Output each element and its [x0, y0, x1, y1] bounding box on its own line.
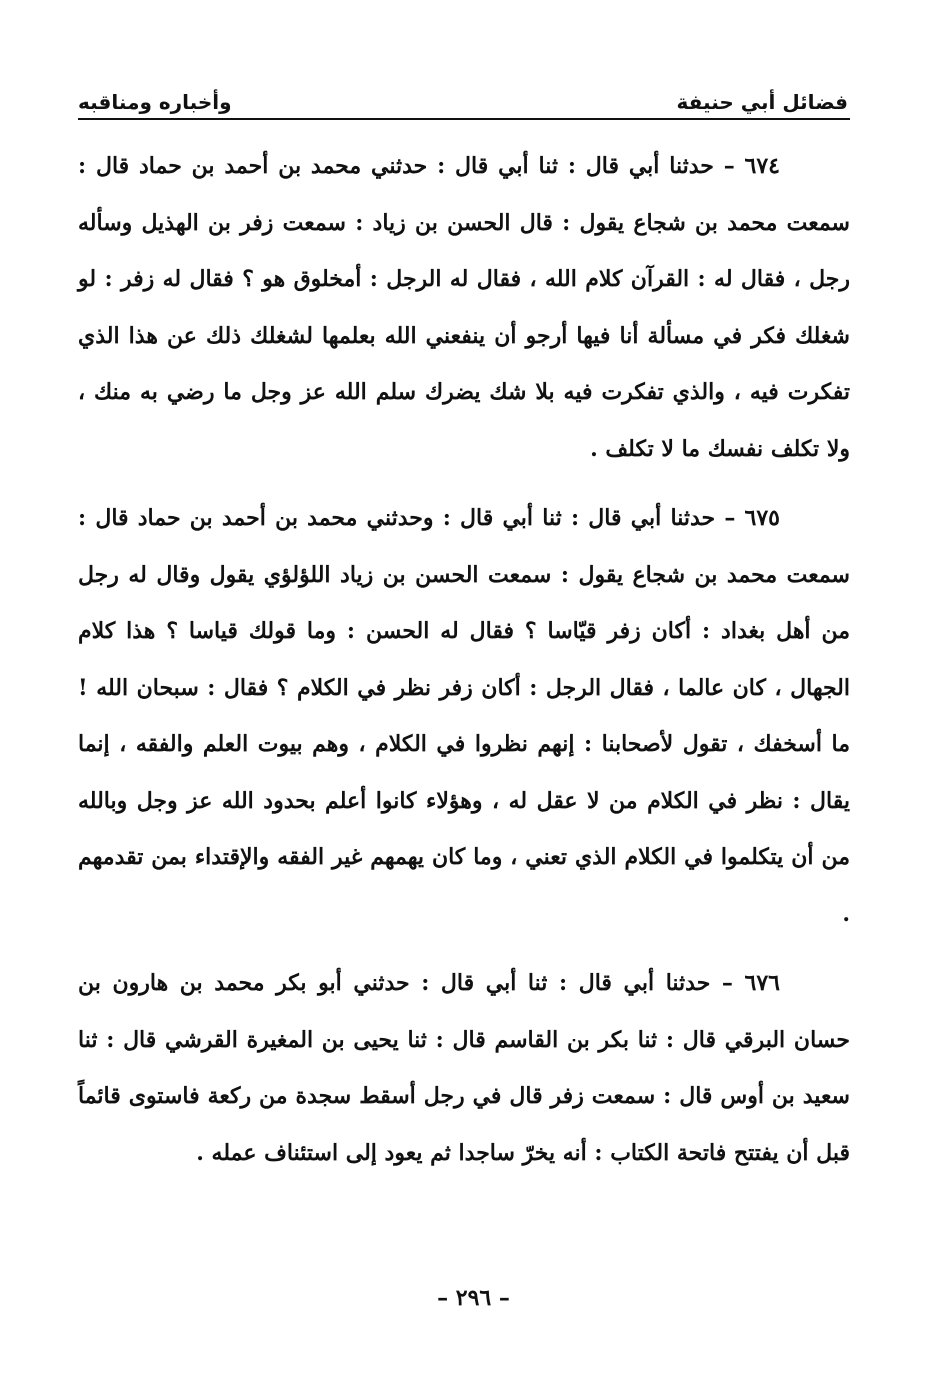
hadith-number: ٦٧٤ — [744, 153, 780, 179]
page-number: – ٢٩٦ – — [437, 1285, 510, 1311]
paragraph-text: – حدثنا أبي قال : ثنا أبي قال : حدثني محمد بن أحمد بن حماد قال : سمعت محمد بن شجاع يقول : قال الحسن بن زياد : سمعت زفر بن الهذيل وسأله رجل ، فقال له : القرآن كلام الله ، فقال له الرجل : أمخلوق هو ؟ فقال له زفر : لو شغلك فكر في مسألة أنا فيها أرجو أن ينفعني الله بعلمها لشغلك ذلك عن هذا الذي تفكرت فيه ، والذي تفكرت فيه بلا شك يضرك سلم الله عز وجل ما رضي به منك ، ولا تكلف نفسك ما لا تكلف . — [78, 153, 850, 462]
paragraph-675 — [78, 490, 850, 942]
running-header — [78, 84, 848, 114]
paragraph-text: – حدثنا أبي قال : ثنا أبي قال : حدثني أبو بكر محمد بن هارون بن حسان البرقي قال : ثنا بكر بن القاسم قال : ثنا يحيى بن المغيرة القرشي قال : ثنا سعيد بن أوس قال : سمعت زفر قال في رجل أسقط سجدة من ركعة فاستوى قائماً قبل أن يفتتح فاتحة الكتاب : أنه يخرّ ساجدا ثم يعود إلى استئناف عمله . — [78, 970, 850, 1166]
paragraph-676 — [78, 955, 850, 1181]
page-body — [78, 138, 850, 1194]
paragraph-text: – حدثنا أبي قال : ثنا أبي قال : وحدثني محمد بن أحمد بن حماد قال : سمعت محمد بن شجاع يقول : سمعت الحسن بن زياد اللؤلؤي يقول وقال له رجل من أهل بغداد : أكان زفر قيّاسا ؟ فقال له الحسن : وما قولك قياسا ؟ هذا كلام الجهال ، كان عالما ، فقال الرجل : أكان زفر نظر في الكلام ؟ فقال : سبحان الله ! ما أسخفك ، تقول لأصحابنا : إنهم نظروا في الكلام ، وهم بيوت العلم والفقه ، إنما يقال : نظر في الكلام من لا عقل له ، وهؤلاء كانوا أعلم بحدود الله عز وجل وبالله من أن يتكلموا في الكلام الذي تعني ، وما كان يهمهم غير الفقه والإقتداء بمن تقدمهم . — [78, 505, 850, 927]
hadith-number: ٦٧٥ — [744, 505, 780, 531]
header-section-title: وأخباره ومناقبه — [78, 90, 232, 114]
paragraph-674 — [78, 138, 850, 477]
header-book-title: فضائل أبي حنيفة — [676, 90, 848, 114]
hadith-number: ٦٧٦ — [744, 970, 780, 996]
header-rule — [78, 118, 850, 120]
